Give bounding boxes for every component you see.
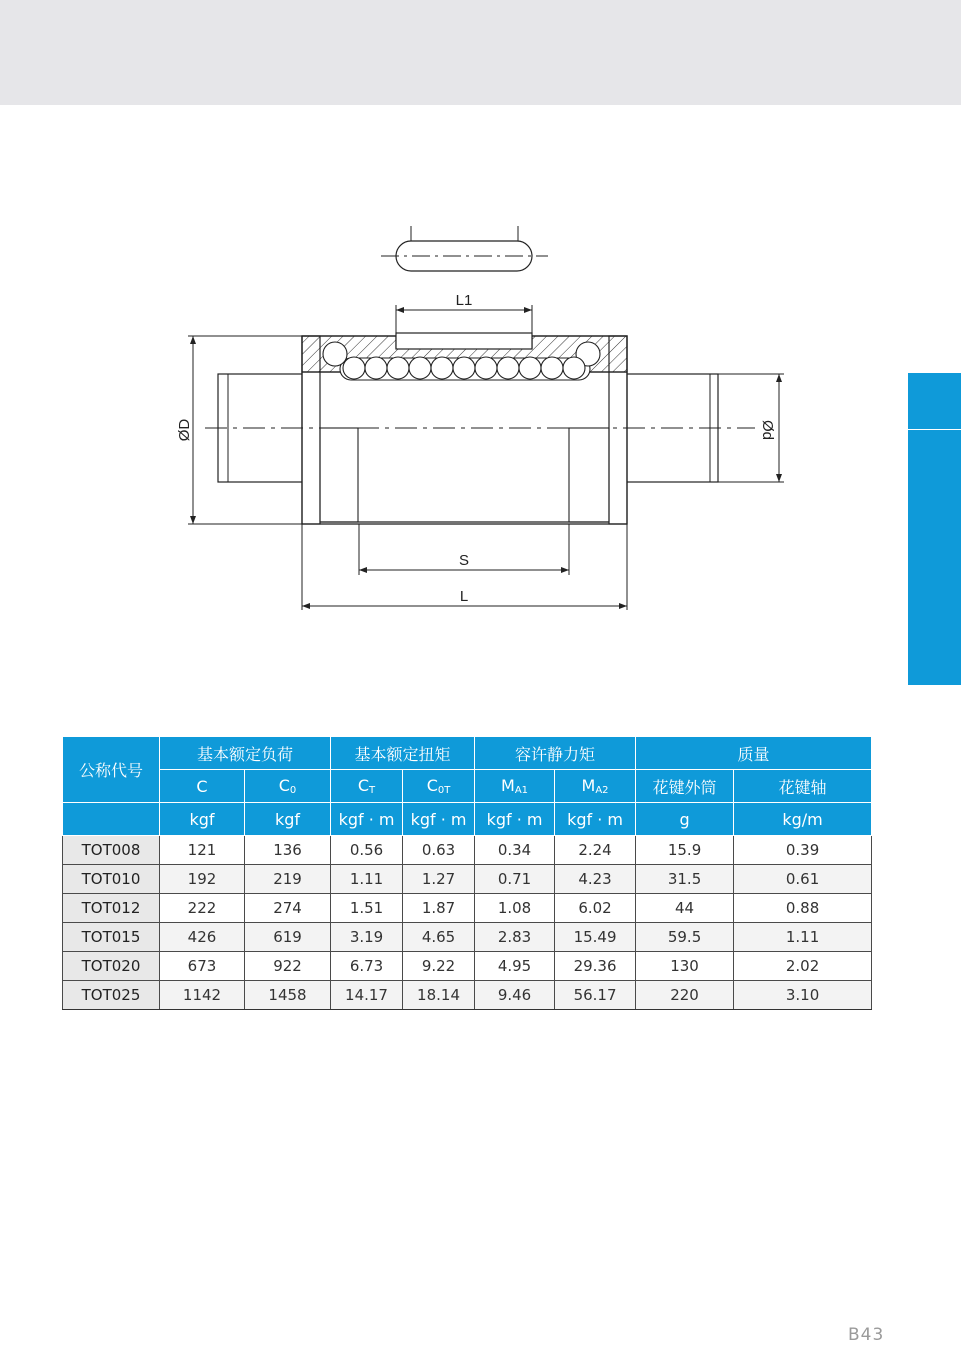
cell-ct: 1.11 [331, 865, 403, 894]
label-l: L [459, 588, 469, 605]
cell-ma2: 4.23 [555, 865, 636, 894]
header-c0: $C_0$ [245, 770, 331, 803]
cell-model: TOT012 [63, 894, 160, 923]
cell-model: TOT008 [63, 836, 160, 865]
header-c0t: $C_{0T}$ [403, 770, 475, 803]
header-group-torque: 基本额定扭矩 [331, 737, 475, 770]
cell-shaft: 0.88 [734, 894, 872, 923]
table-row [63, 894, 872, 923]
cell-c0: 922 [245, 952, 331, 981]
cell-ma2: 2.24 [555, 836, 636, 865]
header-c: C [160, 770, 245, 803]
table-row [63, 923, 872, 952]
header-shaft: 花键轴 [734, 770, 872, 803]
cell-outer: 130 [636, 952, 734, 981]
cell-ma1: 1.08 [475, 894, 555, 923]
cell-ma1: 4.95 [475, 952, 555, 981]
cell-c0: 1458 [245, 981, 331, 1010]
table-row [63, 865, 872, 894]
header-group-load: 基本额定负荷 [160, 737, 331, 770]
cell-c0: 619 [245, 923, 331, 952]
cell-c0t: 4.65 [403, 923, 475, 952]
cell-outer: 220 [636, 981, 734, 1010]
cell-c0: 136 [245, 836, 331, 865]
cell-model: TOT025 [63, 981, 160, 1010]
header-group-moment: 容许静力矩 [475, 737, 636, 770]
cell-shaft: 0.39 [734, 836, 872, 865]
cell-c: 1142 [160, 981, 245, 1010]
cell-c: 121 [160, 836, 245, 865]
cell-outer: 44 [636, 894, 734, 923]
cell-ma2: 29.36 [555, 952, 636, 981]
cell-model: TOT015 [63, 923, 160, 952]
header-ma1: $M_{A1}$ [475, 770, 555, 803]
cell-shaft: 3.10 [734, 981, 872, 1010]
unit-ma1: kgf · m [475, 803, 555, 836]
cell-c0t: 0.63 [403, 836, 475, 865]
spec-table [62, 736, 872, 1010]
unit-c0: kgf [245, 803, 331, 836]
cell-shaft: 0.61 [734, 865, 872, 894]
keyway-top-view [381, 226, 548, 271]
cell-ma1: 0.71 [475, 865, 555, 894]
cell-c0: 219 [245, 865, 331, 894]
cell-c0t: 1.87 [403, 894, 475, 923]
table-row [63, 836, 872, 865]
cell-ct: 6.73 [331, 952, 403, 981]
cell-c: 222 [160, 894, 245, 923]
cell-outer: 31.5 [636, 865, 734, 894]
cell-c: 426 [160, 923, 245, 952]
label-l1: L1 [455, 292, 473, 309]
cell-ma1: 9.46 [475, 981, 555, 1010]
cell-outer: 15.9 [636, 836, 734, 865]
unit-ct: kgf · m [331, 803, 403, 836]
header-ct: $C_T$ [331, 770, 403, 803]
unit-ma2: kgf · m [555, 803, 636, 836]
cell-ct: 3.19 [331, 923, 403, 952]
page-number: B43 [848, 1325, 885, 1345]
table-row [63, 981, 872, 1010]
unit-shaft: kg/m [734, 803, 872, 836]
table-row [63, 952, 872, 981]
dimension-s [359, 524, 569, 575]
cell-model: TOT020 [63, 952, 160, 981]
cell-ma1: 2.83 [475, 923, 555, 952]
header-model-spacer [63, 803, 160, 836]
header-group-mass: 质量 [636, 737, 872, 770]
cell-ct: 1.51 [331, 894, 403, 923]
header-outer: 花键外筒 [636, 770, 734, 803]
header-model: 公称代号 [63, 737, 160, 803]
cell-ma2: 6.02 [555, 894, 636, 923]
cell-outer: 59.5 [636, 923, 734, 952]
cell-c: 192 [160, 865, 245, 894]
cell-ct: 0.56 [331, 836, 403, 865]
cell-shaft: 2.02 [734, 952, 872, 981]
unit-c0t: kgf · m [403, 803, 475, 836]
dimension-od-outer [176, 336, 302, 524]
cell-c0t: 18.14 [403, 981, 475, 1010]
label-od-outer: ØD [176, 418, 193, 442]
cell-shaft: 1.11 [734, 923, 872, 952]
cell-c0t: 1.27 [403, 865, 475, 894]
cell-ct: 14.17 [331, 981, 403, 1010]
cell-ma1: 0.34 [475, 836, 555, 865]
cell-model: TOT010 [63, 865, 160, 894]
label-s: S [458, 552, 470, 569]
dimension-l1 [396, 292, 532, 333]
unit-outer: g [636, 803, 734, 836]
unit-c: kgf [160, 803, 245, 836]
label-od-shaft: Ød [759, 419, 776, 441]
cell-c0: 274 [245, 894, 331, 923]
header-ma2: $M_{A2}$ [555, 770, 636, 803]
cell-c0t: 9.22 [403, 952, 475, 981]
cell-ma2: 15.49 [555, 923, 636, 952]
cell-ma2: 56.17 [555, 981, 636, 1010]
cell-c: 673 [160, 952, 245, 981]
